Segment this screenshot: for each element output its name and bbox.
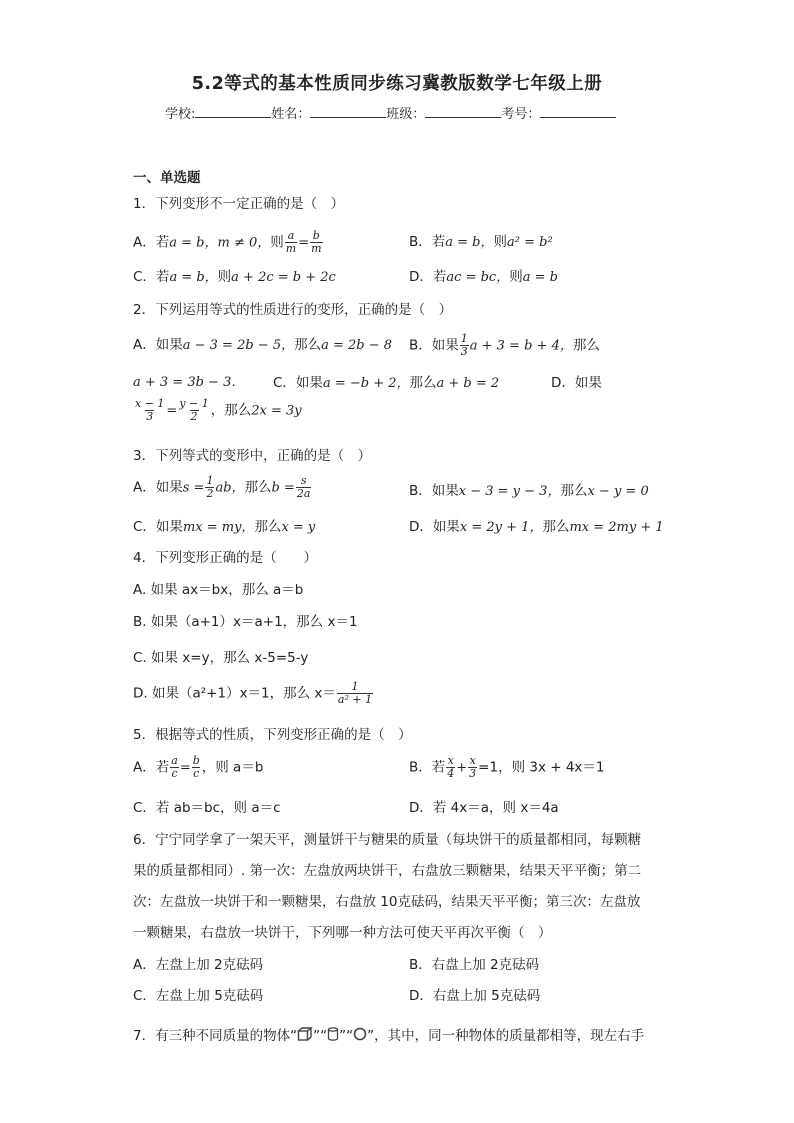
- fraction: $\frac{x}{3}$: [469, 754, 477, 780]
- page-title: 5.2等式的基本性质同步练习冀教版数学七年级上册: [191, 74, 603, 94]
- sphere-icon: [353, 1027, 367, 1045]
- q4-option-b[interactable]: B. 如果（a+1）x＝a+1，那么 x＝1: [133, 614, 358, 630]
- q6-line-3: 次：左盘放一块饼干和一颗糖果，右盘放 10克砝码，结果天平平衡；第三次：左盘放: [133, 894, 641, 910]
- q5-option-a[interactable]: A．若 $\frac{a}{c}$ = $\frac{b}{c}$ ，则 a＝b: [133, 754, 264, 780]
- q4-option-a[interactable]: A. 如果 ax＝bx，那么 a＝b: [133, 582, 304, 598]
- q3-option-b[interactable]: B．如果x − 3 = y − 3，那么x − y = 0: [409, 483, 649, 499]
- q5-option-b[interactable]: B．若 $\frac{x}{4}$ + $\frac{x}{3}$ =1，则 3x + 4x＝1: [409, 754, 605, 780]
- q2-option-a[interactable]: A．如果a − 3 = 2b − 5，那么a = 2b − 8: [133, 337, 393, 353]
- q1-option-b[interactable]: B．若a = b，则a² = b²: [409, 234, 553, 250]
- fraction: $\frac{s}{2a}$: [296, 474, 311, 500]
- name-label: 姓名：: [271, 107, 311, 122]
- q6-option-b[interactable]: B．右盘上加 2克砝码: [409, 957, 540, 973]
- fraction: $\frac{a}{c}$: [171, 754, 178, 780]
- q2-stem: 2．下列运用等式的性质进行的变形，正确的是（ ）: [133, 302, 453, 318]
- q2-option-c[interactable]: C．如果a = −b + 2，那么a + b = 2: [273, 375, 500, 391]
- q2-option-b[interactable]: B．如果 $\frac{1}{3}$ a + 3 = b + 4，那么: [409, 332, 600, 358]
- fraction: $\frac{b}{c}$: [192, 754, 200, 780]
- q5-option-c[interactable]: C．若 ab＝bc，则 a＝c: [133, 800, 281, 816]
- name-blank[interactable]: [310, 105, 386, 118]
- q6-line-4: 一颗糖果，右盘放一块饼干，下列哪一种方法可使天平再次平衡（ ）: [133, 925, 552, 941]
- q4-option-c[interactable]: C. 如果 x=y，那么 x-5=5-y: [133, 650, 309, 666]
- fraction: $\frac{1}{\text{a² + 1}}$: [337, 680, 373, 706]
- student-info-row: [165, 103, 616, 122]
- q2-option-d-continued: $\frac{x - 1}{3}$ = $\frac{y - 1}{2}$ ，那么2x = 3y: [135, 397, 302, 423]
- q2-option-d[interactable]: D．如果: [551, 375, 602, 391]
- cube-icon: [297, 1027, 313, 1045]
- fraction: $\frac{1}{3}$: [460, 332, 468, 358]
- q6-option-d[interactable]: D．右盘上加 5克砝码: [409, 988, 541, 1004]
- id-label: 考号：: [501, 107, 541, 122]
- q6-option-c[interactable]: C．左盘上加 5克砝码: [133, 988, 264, 1004]
- fraction: $\frac{a}{m}$: [285, 229, 297, 255]
- q5-option-d[interactable]: D．若 4x＝a，则 x＝4a: [409, 800, 559, 816]
- fraction: $\frac{y - 1}{2}$: [179, 397, 209, 423]
- q6-line-1: 6．宁宁同学拿了一架天平，测量饼干与糖果的质量（每块饼干的质量都相同，每颗糖: [133, 832, 642, 848]
- q4-option-d[interactable]: D. 如果（a²+1）x＝1，那么 x＝ $\frac{1}{\text{a² + 1}}$: [133, 680, 373, 706]
- q5-stem: 5．根据等式的性质，下列变形正确的是（ ）: [133, 727, 412, 743]
- school-blank[interactable]: [195, 105, 271, 118]
- fraction: $\frac{x}{4}$: [447, 754, 455, 780]
- class-label: 班级：: [386, 107, 426, 122]
- q3-option-d[interactable]: D．如果x = 2y + 1，那么mx = 2my + 1: [409, 519, 664, 535]
- cylinder-icon: [327, 1027, 339, 1045]
- q6-line-2: 果的质量都相同）. 第一次：左盘放两块饼干，右盘放三颗糖果，结果天平平衡；第二: [133, 863, 642, 879]
- class-blank[interactable]: [425, 105, 501, 118]
- q7-line-1: 7．有三种不同质量的物体“ ”“ ”“ ”，其中，同一种物体的质量都相等，现左右手: [133, 1028, 645, 1044]
- id-blank[interactable]: [540, 105, 616, 118]
- q1-option-c[interactable]: C．若a = b，则a + 2c = b + 2c: [133, 269, 336, 285]
- q3-stem: 3．下列等式的变形中，正确的是（ ）: [133, 448, 372, 464]
- fraction: $\frac{1}{2}$: [206, 474, 214, 500]
- fraction: $\frac{x - 1}{3}$: [135, 397, 165, 423]
- q3-option-a[interactable]: A．如果s = $\frac{1}{2}$ ab，那么b = $\frac{s}{2a}$: [133, 474, 311, 500]
- q4-stem: 4．下列变形正确的是（ ）: [133, 550, 318, 566]
- q6-option-a[interactable]: A．左盘上加 2克砝码: [133, 957, 264, 973]
- q2-option-b-continued: a + 3 = 3b − 3．: [133, 375, 245, 390]
- q1-option-a[interactable]: A．若a = b，m ≠ 0，则 $\frac{a}{m}$ = $\frac{b}{m}$: [133, 229, 322, 255]
- q3-option-c[interactable]: C．如果mx = my，那么x = y: [133, 519, 316, 535]
- section-heading: 一、单选题: [133, 170, 201, 186]
- school-label: 学校:: [165, 107, 196, 122]
- q1-option-d[interactable]: D．若ac = bc，则a = b: [409, 269, 558, 285]
- q1-stem: 1．下列变形不一定正确的是（ ）: [133, 196, 345, 212]
- fraction: $\frac{b}{m}$: [311, 229, 322, 255]
